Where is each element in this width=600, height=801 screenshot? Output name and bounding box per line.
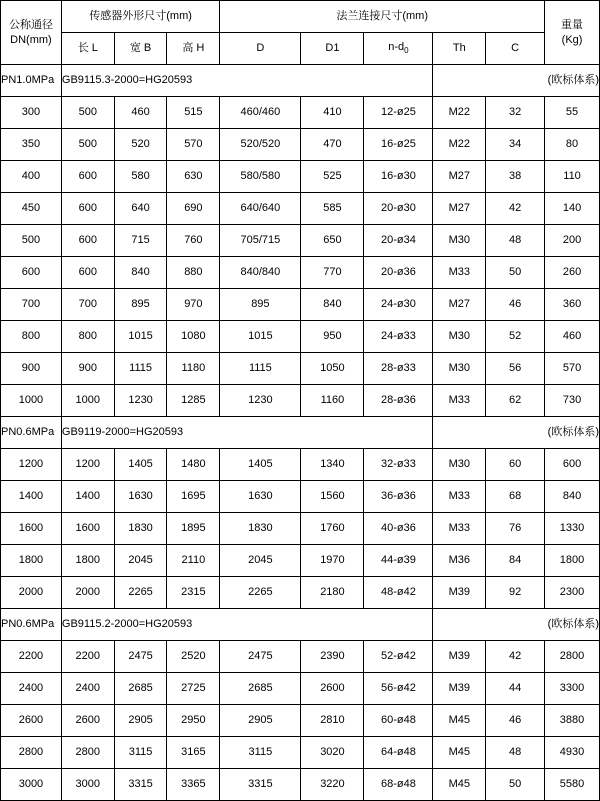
section-header-row [1,609,600,641]
cell-c: 76 [486,513,545,545]
cell-h: 1180 [167,353,220,385]
cell-c: 60 [486,449,545,481]
cell-b: 1230 [114,385,167,417]
table-row [1,545,600,577]
cell-d1: 525 [301,161,364,193]
cell-c: 68 [486,481,545,513]
cell-d1: 840 [301,289,364,321]
cell-th: M45 [433,705,486,737]
cell-l: 500 [61,97,114,129]
cell-th: M33 [433,481,486,513]
cell-b: 2045 [114,545,167,577]
cell-d1: 1970 [301,545,364,577]
cell-d: 2045 [220,545,301,577]
header-col-d: D [220,33,301,65]
cell-w: 600 [545,449,600,481]
header-col-b: 宽 B [114,33,167,65]
cell-l: 600 [61,225,114,257]
cell-l: 600 [61,257,114,289]
cell-b: 580 [114,161,167,193]
cell-b: 1830 [114,513,167,545]
cell-nd: 56-ø42 [364,673,433,705]
cell-th: M27 [433,289,486,321]
cell-c: 38 [486,161,545,193]
cell-dn: 1800 [1,545,62,577]
cell-th: M33 [433,513,486,545]
header-col-nd-sub: 0 [404,46,409,56]
cell-nd: 28-ø33 [364,353,433,385]
table-row [1,481,600,513]
cell-l: 2000 [61,577,114,609]
cell-h: 570 [167,129,220,161]
section-standard-label: GB9115.3-2000=HG20593 [61,65,433,97]
cell-c: 48 [486,737,545,769]
table-row [1,289,600,321]
cell-c: 56 [486,353,545,385]
table-row [1,577,600,609]
header-col-nd-main: n-d [388,40,405,53]
cell-h: 970 [167,289,220,321]
cell-c: 62 [486,385,545,417]
cell-d: 1015 [220,321,301,353]
cell-dn: 400 [1,161,62,193]
cell-b: 640 [114,193,167,225]
cell-w: 360 [545,289,600,321]
cell-th: M33 [433,257,486,289]
cell-d1: 1340 [301,449,364,481]
cell-h: 1080 [167,321,220,353]
cell-l: 1200 [61,449,114,481]
table-row [1,321,600,353]
cell-dn: 3000 [1,769,62,801]
cell-l: 1800 [61,545,114,577]
cell-nd: 52-ø42 [364,641,433,673]
cell-b: 840 [114,257,167,289]
cell-dn: 2400 [1,673,62,705]
cell-nd: 64-ø48 [364,737,433,769]
cell-c: 84 [486,545,545,577]
cell-l: 500 [61,129,114,161]
cell-th: M27 [433,161,486,193]
cell-l: 1000 [61,385,114,417]
cell-h: 1285 [167,385,220,417]
cell-d1: 2810 [301,705,364,737]
cell-nd: 48-ø42 [364,577,433,609]
cell-w: 2300 [545,577,600,609]
cell-dn: 1600 [1,513,62,545]
cell-d1: 1760 [301,513,364,545]
cell-d: 1115 [220,353,301,385]
cell-th: M30 [433,353,486,385]
cell-dn: 1000 [1,385,62,417]
cell-nd: 12-ø25 [364,97,433,129]
cell-w: 3880 [545,705,600,737]
cell-c: 42 [486,641,545,673]
cell-l: 2400 [61,673,114,705]
cell-d1: 1560 [301,481,364,513]
cell-d1: 410 [301,97,364,129]
cell-nd: 44-ø39 [364,545,433,577]
cell-th: M22 [433,97,486,129]
cell-l: 1600 [61,513,114,545]
table-row [1,193,600,225]
cell-w: 840 [545,481,600,513]
cell-th: M39 [433,673,486,705]
cell-w: 200 [545,225,600,257]
header-col-h: 高 H [167,33,220,65]
cell-th: M30 [433,449,486,481]
table-row [1,673,600,705]
cell-d: 1230 [220,385,301,417]
cell-c: 50 [486,257,545,289]
header-col-d1: D1 [301,33,364,65]
header-col-c: C [486,33,545,65]
table-row [1,737,600,769]
cell-nd: 60-ø48 [364,705,433,737]
cell-c: 34 [486,129,545,161]
cell-w: 55 [545,97,600,129]
header-col-th: Th [433,33,486,65]
table-row [1,257,600,289]
table-header-col-row [1,33,600,65]
cell-b: 520 [114,129,167,161]
cell-d1: 2390 [301,641,364,673]
cell-th: M30 [433,225,486,257]
table-row [1,449,600,481]
cell-th: M39 [433,577,486,609]
cell-b: 2905 [114,705,167,737]
cell-l: 2800 [61,737,114,769]
cell-l: 1400 [61,481,114,513]
section-standard-label: GB9119-2000=HG20593 [61,417,433,449]
cell-h: 515 [167,97,220,129]
cell-dn: 350 [1,129,62,161]
cell-w: 260 [545,257,600,289]
cell-h: 2315 [167,577,220,609]
cell-c: 50 [486,769,545,801]
cell-d1: 2600 [301,673,364,705]
table-row [1,161,600,193]
cell-l: 600 [61,193,114,225]
cell-dn: 500 [1,225,62,257]
cell-w: 4930 [545,737,600,769]
cell-c: 44 [486,673,545,705]
header-col-l: 长 L [61,33,114,65]
header-group-sensor: 传感器外形尺寸(mm) [61,1,219,33]
cell-dn: 900 [1,353,62,385]
cell-nd: 40-ø36 [364,513,433,545]
cell-d: 3115 [220,737,301,769]
cell-h: 3165 [167,737,220,769]
cell-nd: 24-ø33 [364,321,433,353]
cell-d1: 1160 [301,385,364,417]
header-weight-line1: 重量 [561,18,584,31]
cell-nd: 16-ø30 [364,161,433,193]
section-header-row [1,65,600,97]
cell-th: M45 [433,769,486,801]
table-row [1,97,600,129]
cell-b: 2475 [114,641,167,673]
header-dn-line2: DN(mm) [10,33,52,46]
cell-dn: 2600 [1,705,62,737]
cell-w: 2800 [545,641,600,673]
cell-d: 1630 [220,481,301,513]
header-dn [1,1,62,65]
table-row [1,513,600,545]
cell-w: 1800 [545,545,600,577]
section-standard-label: GB9115.2-2000=HG20593 [61,609,433,641]
cell-h: 3365 [167,769,220,801]
cell-w: 110 [545,161,600,193]
section-note-label: (欧标体系) [433,417,600,449]
cell-w: 140 [545,193,600,225]
cell-d: 1405 [220,449,301,481]
cell-w: 1330 [545,513,600,545]
header-dn-line1: 公称通径 [8,18,53,31]
cell-h: 760 [167,225,220,257]
cell-d: 2685 [220,673,301,705]
cell-nd: 20-ø30 [364,193,433,225]
cell-dn: 1200 [1,449,62,481]
cell-d: 2475 [220,641,301,673]
cell-th: M36 [433,545,486,577]
cell-l: 3000 [61,769,114,801]
cell-d1: 3220 [301,769,364,801]
cell-d: 580/580 [220,161,301,193]
cell-nd: 68-ø48 [364,769,433,801]
table-row [1,353,600,385]
cell-dn: 700 [1,289,62,321]
cell-th: M45 [433,737,486,769]
cell-l: 700 [61,289,114,321]
cell-th: M39 [433,641,486,673]
cell-nd: 20-ø36 [364,257,433,289]
cell-l: 900 [61,353,114,385]
cell-nd: 36-ø36 [364,481,433,513]
cell-d1: 585 [301,193,364,225]
cell-b: 460 [114,97,167,129]
cell-l: 2200 [61,641,114,673]
cell-d: 640/640 [220,193,301,225]
cell-nd: 28-ø36 [364,385,433,417]
cell-d: 895 [220,289,301,321]
cell-c: 46 [486,289,545,321]
cell-d: 520/520 [220,129,301,161]
cell-d1: 470 [301,129,364,161]
cell-b: 1630 [114,481,167,513]
section-note-label: (欧标体系) [433,65,600,97]
cell-c: 32 [486,97,545,129]
table-row [1,129,600,161]
cell-d: 705/715 [220,225,301,257]
cell-h: 880 [167,257,220,289]
table-row [1,225,600,257]
section-note-label: (欧标体系) [433,609,600,641]
cell-c: 42 [486,193,545,225]
cell-b: 1015 [114,321,167,353]
cell-w: 80 [545,129,600,161]
cell-h: 2110 [167,545,220,577]
section-pressure-label: PN0.6MPa [1,609,62,641]
cell-w: 570 [545,353,600,385]
cell-w: 3300 [545,673,600,705]
cell-w: 460 [545,321,600,353]
header-col-nd [364,33,433,65]
cell-d1: 1050 [301,353,364,385]
cell-d: 2905 [220,705,301,737]
cell-th: M30 [433,321,486,353]
cell-h: 1695 [167,481,220,513]
cell-w: 5580 [545,769,600,801]
cell-b: 3115 [114,737,167,769]
cell-w: 730 [545,385,600,417]
cell-d: 1830 [220,513,301,545]
section-pressure-label: PN0.6MPa [1,417,62,449]
cell-b: 1405 [114,449,167,481]
header-weight-line2: (Kg) [561,33,583,46]
cell-b: 2265 [114,577,167,609]
cell-l: 2600 [61,705,114,737]
cell-nd: 24-ø30 [364,289,433,321]
cell-b: 895 [114,289,167,321]
cell-th: M22 [433,129,486,161]
cell-d1: 3020 [301,737,364,769]
cell-l: 600 [61,161,114,193]
cell-th: M27 [433,193,486,225]
table-row [1,641,600,673]
cell-nd: 16-ø25 [364,129,433,161]
cell-h: 690 [167,193,220,225]
table-header-group-row [1,1,600,33]
cell-nd: 20-ø34 [364,225,433,257]
cell-b: 2685 [114,673,167,705]
cell-b: 1115 [114,353,167,385]
cell-d1: 950 [301,321,364,353]
cell-dn: 2000 [1,577,62,609]
table-row [1,385,600,417]
cell-d: 460/460 [220,97,301,129]
cell-h: 1895 [167,513,220,545]
cell-d1: 2180 [301,577,364,609]
cell-th: M33 [433,385,486,417]
cell-h: 2725 [167,673,220,705]
cell-d: 2265 [220,577,301,609]
cell-d: 3315 [220,769,301,801]
cell-dn: 300 [1,97,62,129]
cell-nd: 32-ø33 [364,449,433,481]
cell-dn: 600 [1,257,62,289]
section-header-row [1,417,600,449]
header-group-flange: 法兰连接尺寸(mm) [220,1,545,33]
cell-dn: 2200 [1,641,62,673]
table-row [1,769,600,801]
cell-c: 52 [486,321,545,353]
header-weight [545,1,600,65]
cell-dn: 2800 [1,737,62,769]
cell-c: 92 [486,577,545,609]
section-pressure-label: PN1.0MPa [1,65,62,97]
cell-c: 46 [486,705,545,737]
cell-dn: 450 [1,193,62,225]
table-body [1,1,600,801]
cell-d: 840/840 [220,257,301,289]
cell-b: 3315 [114,769,167,801]
cell-h: 630 [167,161,220,193]
cell-l: 800 [61,321,114,353]
table-row [1,705,600,737]
cell-d1: 650 [301,225,364,257]
cell-d1: 770 [301,257,364,289]
cell-h: 2950 [167,705,220,737]
cell-c: 48 [486,225,545,257]
cell-b: 715 [114,225,167,257]
cell-h: 1480 [167,449,220,481]
cell-h: 2520 [167,641,220,673]
cell-dn: 800 [1,321,62,353]
cell-dn: 1400 [1,481,62,513]
